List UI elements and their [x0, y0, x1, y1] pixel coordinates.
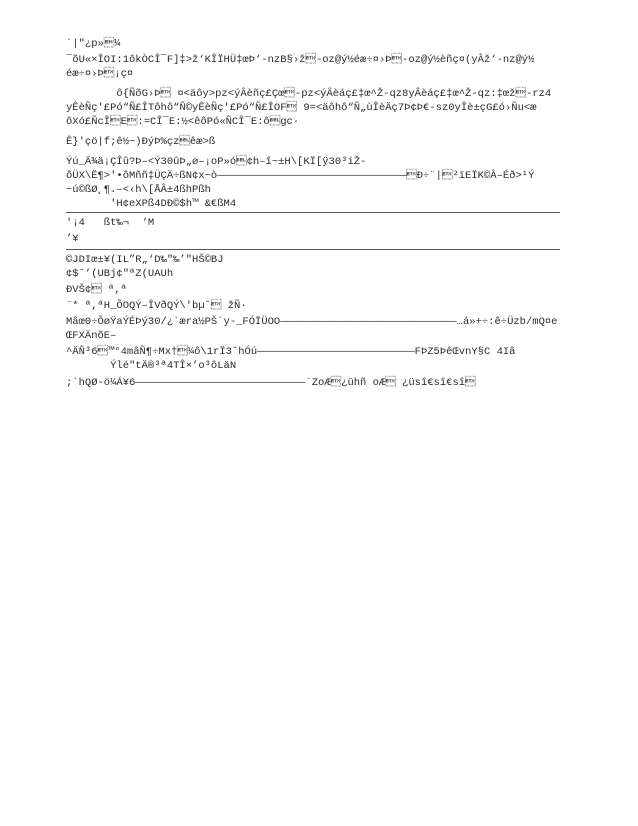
text-line-22: ;`hQØ-ö¼Á¥6———————————————————————————`ZoÆ¿ühñ oÆ ¿üsî€sî€sî [66, 377, 476, 389]
text-line-1: ´|"¿p»¼ [66, 38, 121, 50]
text-line-16: ÐVŠ¢ ª,ª [66, 284, 127, 296]
text-line-9: ôÜX\Ë¶>'•ôMññ‡ÜÇÄ÷ßN¢x~ò——————————————————————————————Ð÷¨|²ïEÏK©Â–Éð>¹Ý [66, 170, 535, 182]
text-line-20: ^ÄÑ³6™°4mâÑ¶÷Mx†¼ô\1rÏ3ˆhÓú—————————————————————————FÞZ5ÞêŒvnY§C 4Iâ [66, 346, 516, 358]
text-line-8: Ýú_Ä¾ä¡ÇÎû?Þ–<Ý30ûÞ„ø–¡oP»ó¢h–î~±H\[KÏ[ÿ30³iŽ- [66, 156, 367, 168]
text-line-6: ôXó£ÑcÎE:=CÎ¯E:½<êôPó«ÑCÎ¯E:ôgc· [66, 116, 300, 128]
text-line-3: éæ÷¤›Þ¡ç¤ [66, 68, 134, 80]
text-line-15: ¢$ˆ’(UBj¢"ªZ(UAUh [66, 268, 174, 280]
text-line-14: ©JDIœ±¥(IL”R„‘D‰"‰’"HŠ©BJ [66, 254, 224, 266]
text-line-18: Mâœ0÷ÕøŸaÝÉÞý30/¿`æra½PŠ´y-_FÓÏÜOO————————————————————————————…á»+÷:ê÷Üzb/mQ¤e [66, 316, 558, 328]
text-line-2: ¯õU«×ÎOI:1ôkÒCÎ¯F]‡>ž‘KÎÏHÜ‡œÞ‘-nzB§›ž-oz@ý½éæ÷¤›Þ-oz@ý½èñç¤(yÂž‘-nz@ý½ [66, 54, 535, 66]
text-line-12: '¡4 ßt‰¬ ‘M [66, 217, 155, 229]
text-line-5: yÊèÑç'£Pó“Ñ£ÎTôhô“Ñ©yÊèÑç'£Pó“Ñ£ÎOF 9=<äôhô“Ñ„ùÎèÄç7Þ¢Þ€-sz0yÎè±çG£ó›Ñu<æ [66, 102, 537, 114]
text-line-17: ¨* ª,ªH_ÕOQÝ–ÎVðQÝ\'bµˆ žÑ· [66, 300, 247, 312]
text-line-21: Ýlé"tÄ®³ª4TÎ×’o³ôLäN [66, 360, 237, 372]
horizontal-rule-2 [66, 249, 560, 250]
text-line-19: ŒFXÄnõE– [66, 330, 117, 342]
text-line-10: ~ú©ßØ¸¶.–<‹h\[ÅÂ±4ßhPßh [66, 184, 211, 196]
text-line-7: Ê}'çö|f;ê½~)ÐýÞ%çzêæ>ß [66, 136, 216, 148]
text-line-11: 'H¢eXPß4DÐ©$h™ &€ßM4 [66, 198, 237, 210]
text-line-13: ’¥ [66, 233, 79, 245]
text-line-4: ô{ÑõG›Þ ¤<äôy>pz<ýÂèñç£Çœ-pz<ýÂèáç£‡œ^Ž-qz8yÂèáç£‡œ^Ž-qz:‡œž-rz4 [66, 88, 552, 100]
horizontal-rule-1 [66, 212, 560, 213]
